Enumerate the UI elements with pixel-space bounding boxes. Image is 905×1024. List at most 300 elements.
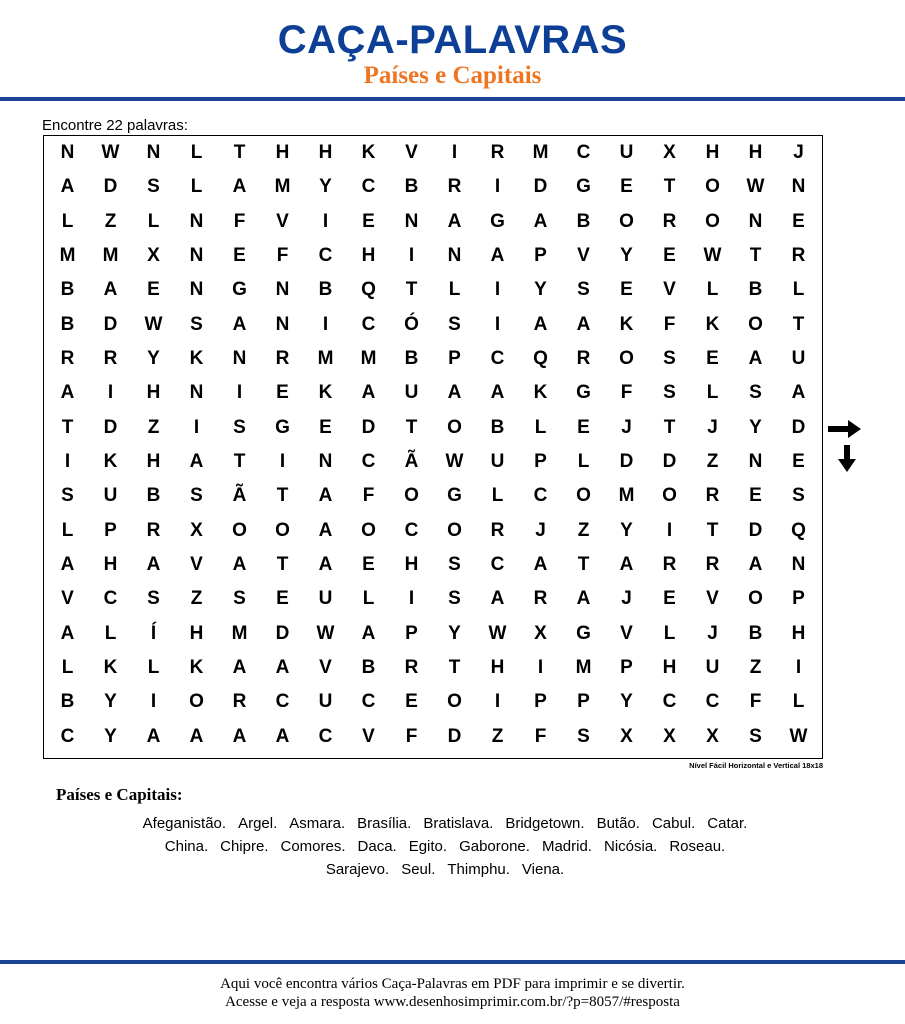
grid-cell[interactable]: A (318, 485, 333, 507)
grid-cell[interactable]: X (706, 725, 719, 747)
grid-cell[interactable]: Y (620, 691, 633, 713)
grid-cell[interactable]: G (447, 485, 462, 507)
grid-cell[interactable]: T (233, 142, 246, 164)
grid-cell[interactable]: C (318, 725, 333, 747)
grid-cell[interactable]: Y (147, 348, 160, 370)
grid-cell[interactable]: M (317, 348, 334, 370)
grid-cell[interactable]: K (705, 313, 720, 335)
grid-cell[interactable]: R (662, 554, 677, 576)
grid-cell[interactable]: F (233, 210, 246, 232)
grid-cell[interactable]: R (662, 210, 677, 232)
grid-cell[interactable]: E (706, 348, 719, 370)
grid-cell[interactable]: C (103, 588, 118, 610)
grid-cell[interactable]: O (619, 210, 634, 232)
grid-cell[interactable]: I (494, 313, 501, 335)
grid-cell[interactable]: Y (620, 245, 633, 267)
grid-cell[interactable]: H (748, 142, 763, 164)
grid-cell[interactable]: C (361, 313, 376, 335)
grid-cell[interactable]: F (620, 382, 633, 404)
grid-cell[interactable]: V (362, 725, 375, 747)
grid-cell[interactable]: R (103, 348, 118, 370)
grid-cell[interactable]: H (662, 657, 677, 679)
grid-cell[interactable]: A (232, 313, 247, 335)
grid-cell[interactable]: Z (577, 519, 590, 541)
grid-cell[interactable]: L (61, 657, 74, 679)
grid-cell[interactable]: J (793, 142, 804, 164)
grid-cell[interactable]: P (448, 348, 461, 370)
grid-cell[interactable]: N (275, 279, 290, 301)
grid-cell[interactable]: L (147, 657, 160, 679)
grid-cell[interactable]: F (276, 245, 289, 267)
grid-cell[interactable]: K (189, 657, 204, 679)
grid-cell[interactable]: A (189, 451, 204, 473)
grid-cell[interactable]: E (577, 416, 590, 438)
grid-cell[interactable]: B (490, 416, 505, 438)
grid-cell[interactable]: R (275, 348, 290, 370)
grid-cell[interactable]: J (621, 588, 632, 610)
grid-cell[interactable]: M (575, 657, 592, 679)
grid-cell[interactable]: U (318, 691, 333, 713)
grid-cell[interactable]: S (190, 485, 203, 507)
grid-cell[interactable]: U (705, 657, 720, 679)
grid-cell[interactable]: Y (104, 725, 117, 747)
grid-cell[interactable]: L (61, 519, 74, 541)
grid-cell[interactable]: W (144, 313, 163, 335)
grid-cell[interactable]: E (362, 210, 375, 232)
grid-cell[interactable]: G (275, 416, 290, 438)
grid-cell[interactable]: N (447, 245, 462, 267)
grid-cell[interactable]: C (705, 691, 720, 713)
grid-cell[interactable]: J (707, 622, 718, 644)
grid-cell[interactable]: D (662, 451, 677, 473)
grid-cell[interactable]: A (490, 382, 505, 404)
grid-cell[interactable]: Z (491, 725, 504, 747)
grid-cell[interactable]: A (447, 210, 462, 232)
grid-cell[interactable]: R (490, 519, 505, 541)
grid-cell[interactable]: L (663, 622, 676, 644)
grid-cell[interactable]: S (663, 348, 676, 370)
grid-cell[interactable]: E (792, 451, 805, 473)
grid-cell[interactable]: L (577, 451, 590, 473)
grid-cell[interactable]: H (490, 657, 505, 679)
grid-cell[interactable]: Y (749, 416, 762, 438)
grid-cell[interactable]: N (275, 313, 290, 335)
grid-cell[interactable]: W (789, 725, 808, 747)
grid-cell[interactable]: F (534, 725, 547, 747)
grid-cell[interactable]: Y (448, 622, 461, 644)
grid-cell[interactable]: X (190, 519, 203, 541)
grid-cell[interactable]: R (791, 245, 806, 267)
grid-cell[interactable]: H (791, 622, 806, 644)
grid-cell[interactable]: V (190, 554, 203, 576)
grid-cell[interactable]: S (233, 416, 246, 438)
grid-cell[interactable]: E (620, 279, 633, 301)
grid-cell[interactable]: C (60, 725, 75, 747)
grid-cell[interactable]: A (361, 622, 376, 644)
grid-cell[interactable]: M (532, 142, 549, 164)
grid-cell[interactable]: D (361, 416, 376, 438)
grid-cell[interactable]: Y (620, 519, 633, 541)
grid-cell[interactable]: H (103, 554, 118, 576)
grid-cell[interactable]: K (103, 657, 118, 679)
grid-cell[interactable]: E (362, 554, 375, 576)
grid-cell[interactable]: B (404, 348, 419, 370)
grid-cell[interactable]: G (576, 382, 591, 404)
grid-cell[interactable]: G (576, 622, 591, 644)
grid-cell[interactable]: A (490, 588, 505, 610)
grid-cell[interactable]: L (534, 416, 547, 438)
grid-cell[interactable]: E (663, 245, 676, 267)
grid-cell[interactable]: Z (190, 588, 203, 610)
grid-cell[interactable]: L (706, 279, 719, 301)
grid-cell[interactable]: V (405, 142, 418, 164)
grid-cell[interactable]: I (322, 210, 329, 232)
grid-cell[interactable]: N (748, 451, 763, 473)
grid-cell[interactable]: C (662, 691, 677, 713)
grid-cell[interactable]: G (490, 210, 505, 232)
grid-cell[interactable]: A (533, 210, 548, 232)
grid-cell[interactable]: H (361, 245, 376, 267)
grid-cell[interactable]: Z (706, 451, 719, 473)
grid-cell[interactable]: R (146, 519, 161, 541)
grid-cell[interactable]: S (233, 588, 246, 610)
grid-cell[interactable]: T (577, 554, 590, 576)
grid-cell[interactable]: B (60, 313, 75, 335)
grid-cell[interactable]: I (494, 691, 501, 713)
grid-cell[interactable]: V (276, 210, 289, 232)
grid-cell[interactable]: W (445, 451, 464, 473)
grid-cell[interactable]: V (319, 657, 332, 679)
grid-cell[interactable]: B (146, 485, 161, 507)
grid-cell[interactable]: O (447, 416, 462, 438)
grid-cell[interactable]: Y (534, 279, 547, 301)
grid-cell[interactable]: C (490, 348, 505, 370)
grid-cell[interactable]: I (150, 691, 157, 713)
grid-cell[interactable]: U (619, 142, 634, 164)
grid-cell[interactable]: D (748, 519, 763, 541)
grid-cell[interactable]: A (447, 382, 462, 404)
grid-cell[interactable]: R (447, 176, 462, 198)
grid-cell[interactable]: A (619, 554, 634, 576)
grid-cell[interactable]: A (275, 657, 290, 679)
grid-cell[interactable]: A (275, 725, 290, 747)
grid-cell[interactable]: T (233, 451, 246, 473)
grid-cell[interactable]: K (103, 451, 118, 473)
grid-cell[interactable]: S (448, 554, 461, 576)
grid-cell[interactable]: V (663, 279, 676, 301)
grid-cell[interactable]: O (447, 519, 462, 541)
grid-cell[interactable]: F (405, 725, 418, 747)
grid-cell[interactable]: T (448, 657, 461, 679)
grid-cell[interactable]: D (791, 416, 806, 438)
grid-cell[interactable]: Q (791, 519, 806, 541)
grid-cell[interactable]: T (749, 245, 762, 267)
grid-cell[interactable]: A (146, 725, 161, 747)
grid-cell[interactable]: U (103, 485, 118, 507)
grid-cell[interactable]: D (447, 725, 462, 747)
grid-cell[interactable]: I (193, 416, 200, 438)
grid-cell[interactable]: E (405, 691, 418, 713)
grid-cell[interactable]: L (147, 210, 160, 232)
grid-cell[interactable]: E (620, 176, 633, 198)
grid-cell[interactable]: R (60, 348, 75, 370)
grid-cell[interactable]: C (318, 245, 333, 267)
grid-cell[interactable]: U (490, 451, 505, 473)
grid-cell[interactable]: L (448, 279, 461, 301)
grid-cell[interactable]: T (706, 519, 719, 541)
grid-cell[interactable]: B (361, 657, 376, 679)
grid-cell[interactable]: D (275, 622, 290, 644)
grid-cell[interactable]: S (190, 313, 203, 335)
grid-cell[interactable]: C (576, 142, 591, 164)
grid-cell[interactable]: X (663, 725, 676, 747)
grid-cell[interactable]: P (534, 451, 547, 473)
grid-cell[interactable]: U (791, 348, 806, 370)
grid-cell[interactable]: C (275, 691, 290, 713)
grid-cell[interactable]: I (494, 279, 501, 301)
grid-cell[interactable]: H (146, 451, 161, 473)
grid-cell[interactable]: M (360, 348, 377, 370)
grid-cell[interactable]: N (189, 382, 204, 404)
grid-cell[interactable]: R (404, 657, 419, 679)
grid-cell[interactable]: E (792, 210, 805, 232)
grid-cell[interactable]: O (748, 313, 763, 335)
grid-cell[interactable]: H (189, 622, 204, 644)
grid-cell[interactable]: A (232, 657, 247, 679)
grid-cell[interactable]: C (361, 691, 376, 713)
grid-cell[interactable]: N (146, 142, 161, 164)
grid-cell[interactable]: X (663, 142, 676, 164)
grid-cell[interactable]: E (233, 245, 246, 267)
grid-cell[interactable]: G (232, 279, 247, 301)
grid-cell[interactable]: T (405, 416, 418, 438)
grid-cell[interactable]: I (279, 451, 286, 473)
grid-cell[interactable]: S (448, 588, 461, 610)
grid-cell[interactable]: T (663, 416, 676, 438)
grid-cell[interactable]: M (274, 176, 291, 198)
grid-cell[interactable]: O (662, 485, 677, 507)
grid-cell[interactable]: A (146, 554, 161, 576)
grid-cell[interactable]: O (404, 485, 419, 507)
grid-cell[interactable]: M (59, 245, 76, 267)
grid-cell[interactable]: N (60, 142, 75, 164)
grid-cell[interactable]: L (362, 588, 375, 610)
grid-cell[interactable]: O (232, 519, 247, 541)
grid-cell[interactable]: J (707, 416, 718, 438)
grid-cell[interactable]: N (189, 279, 204, 301)
grid-cell[interactable]: O (189, 691, 204, 713)
grid-cell[interactable]: D (103, 176, 118, 198)
grid-cell[interactable]: N (748, 210, 763, 232)
grid-cell[interactable]: A (60, 554, 75, 576)
grid-cell[interactable]: B (576, 210, 591, 232)
grid-cell[interactable]: K (619, 313, 634, 335)
grid-cell[interactable]: F (362, 485, 375, 507)
grid-cell[interactable]: D (103, 416, 118, 438)
grid-cell[interactable]: I (494, 176, 501, 198)
grid-cell[interactable]: P (104, 519, 117, 541)
grid-cell[interactable]: B (318, 279, 333, 301)
grid-cell[interactable]: A (232, 176, 247, 198)
grid-cell[interactable]: S (749, 725, 762, 747)
grid-cell[interactable]: N (232, 348, 247, 370)
grid-cell[interactable]: V (577, 245, 590, 267)
grid-cell[interactable]: D (533, 176, 548, 198)
grid-cell[interactable]: A (60, 622, 75, 644)
grid-cell[interactable]: S (61, 485, 74, 507)
grid-cell[interactable]: C (533, 485, 548, 507)
grid-cell[interactable]: V (61, 588, 74, 610)
grid-cell[interactable]: A (361, 382, 376, 404)
grid-cell[interactable]: Y (319, 176, 332, 198)
grid-cell[interactable]: A (232, 554, 247, 576)
grid-cell[interactable]: V (620, 622, 633, 644)
grid-cell[interactable]: I (107, 382, 114, 404)
grid-cell[interactable]: A (576, 313, 591, 335)
grid-cell[interactable]: A (103, 279, 118, 301)
grid-cell[interactable]: K (189, 348, 204, 370)
grid-cell[interactable]: E (147, 279, 160, 301)
grid-cell[interactable]: N (189, 245, 204, 267)
grid-cell[interactable]: A (576, 588, 591, 610)
grid-cell[interactable]: O (748, 588, 763, 610)
grid-cell[interactable]: I (795, 657, 802, 679)
grid-cell[interactable]: L (190, 142, 203, 164)
grid-cell[interactable]: H (705, 142, 720, 164)
grid-cell[interactable]: I (236, 382, 243, 404)
grid-cell[interactable]: X (534, 622, 547, 644)
grid-cell[interactable]: B (60, 691, 75, 713)
grid-cell[interactable]: K (533, 382, 548, 404)
grid-cell[interactable]: D (103, 313, 118, 335)
grid-cell[interactable]: M (102, 245, 119, 267)
grid-cell[interactable]: C (361, 451, 376, 473)
grid-cell[interactable]: I (451, 142, 458, 164)
grid-cell[interactable]: O (275, 519, 290, 541)
grid-cell[interactable]: B (404, 176, 419, 198)
grid-cell[interactable]: K (318, 382, 333, 404)
grid-cell[interactable]: A (189, 725, 204, 747)
grid-cell[interactable]: H (275, 142, 290, 164)
grid-cell[interactable]: Ã (404, 451, 419, 473)
grid-cell[interactable]: C (490, 554, 505, 576)
grid-cell[interactable]: Ó (404, 313, 419, 335)
grid-cell[interactable]: P (620, 657, 633, 679)
grid-cell[interactable]: S (792, 485, 805, 507)
grid-cell[interactable]: N (404, 210, 419, 232)
grid-cell[interactable]: Ã (232, 485, 247, 507)
grid-cell[interactable]: L (706, 382, 719, 404)
grid-cell[interactable]: P (405, 622, 418, 644)
grid-cell[interactable]: A (748, 348, 763, 370)
grid-cell[interactable]: E (276, 588, 289, 610)
grid-cell[interactable]: L (491, 485, 504, 507)
grid-cell[interactable]: O (576, 485, 591, 507)
grid-cell[interactable]: N (189, 210, 204, 232)
grid-cell[interactable]: Q (533, 348, 548, 370)
grid-cell[interactable]: I (408, 245, 415, 267)
grid-cell[interactable]: N (318, 451, 333, 473)
grid-cell[interactable]: T (792, 313, 805, 335)
grid-cell[interactable]: H (146, 382, 161, 404)
grid-cell[interactable]: W (316, 622, 335, 644)
grid-cell[interactable]: A (490, 245, 505, 267)
grid-cell[interactable]: B (748, 622, 763, 644)
grid-cell[interactable]: V (706, 588, 719, 610)
grid-cell[interactable]: Z (104, 210, 117, 232)
grid-cell[interactable]: Í (150, 622, 157, 644)
grid-cell[interactable]: P (534, 245, 547, 267)
grid-cell[interactable]: R (533, 588, 548, 610)
grid-cell[interactable]: S (147, 176, 160, 198)
grid-cell[interactable]: H (404, 554, 419, 576)
grid-cell[interactable]: E (749, 485, 762, 507)
grid-cell[interactable]: B (60, 279, 75, 301)
grid-cell[interactable]: C (404, 519, 419, 541)
grid-cell[interactable]: F (663, 313, 676, 335)
grid-cell[interactable]: R (490, 142, 505, 164)
grid-cell[interactable]: L (104, 622, 117, 644)
grid-cell[interactable]: E (319, 416, 332, 438)
grid-cell[interactable]: G (576, 176, 591, 198)
grid-cell[interactable]: W (746, 176, 765, 198)
grid-cell[interactable]: I (537, 657, 544, 679)
grid-cell[interactable]: X (147, 245, 160, 267)
grid-cell[interactable]: T (405, 279, 418, 301)
grid-cell[interactable]: S (749, 382, 762, 404)
grid-cell[interactable]: M (618, 485, 635, 507)
grid-cell[interactable]: T (61, 416, 74, 438)
grid-cell[interactable]: A (232, 725, 247, 747)
grid-cell[interactable]: Z (147, 416, 160, 438)
grid-cell[interactable]: O (619, 348, 634, 370)
grid-cell[interactable]: W (488, 622, 507, 644)
grid-cell[interactable]: L (792, 279, 805, 301)
grid-cell[interactable]: N (791, 554, 806, 576)
grid-cell[interactable]: E (663, 588, 676, 610)
grid-cell[interactable]: L (190, 176, 203, 198)
grid-cell[interactable]: Q (361, 279, 376, 301)
grid-cell[interactable]: T (663, 176, 676, 198)
grid-cell[interactable]: P (792, 588, 805, 610)
grid-cell[interactable]: M (231, 622, 248, 644)
grid-cell[interactable]: U (318, 588, 333, 610)
grid-cell[interactable]: R (576, 348, 591, 370)
grid-cell[interactable]: I (322, 313, 329, 335)
grid-cell[interactable]: W (703, 245, 722, 267)
grid-cell[interactable]: A (60, 382, 75, 404)
grid-cell[interactable]: E (276, 382, 289, 404)
grid-cell[interactable]: C (361, 176, 376, 198)
grid-cell[interactable]: T (276, 554, 289, 576)
grid-cell[interactable]: P (577, 691, 590, 713)
grid-cell[interactable]: O (705, 176, 720, 198)
grid-cell[interactable]: Y (104, 691, 117, 713)
grid-cell[interactable]: W (101, 142, 120, 164)
grid-cell[interactable]: J (621, 416, 632, 438)
grid-cell[interactable]: P (534, 691, 547, 713)
grid-cell[interactable]: A (533, 313, 548, 335)
grid-cell[interactable]: S (663, 382, 676, 404)
grid-cell[interactable]: H (318, 142, 333, 164)
grid-cell[interactable]: A (318, 519, 333, 541)
grid-cell[interactable]: F (749, 691, 762, 713)
grid-cell[interactable]: O (705, 210, 720, 232)
grid-cell[interactable]: Z (749, 657, 762, 679)
grid-cell[interactable]: U (404, 382, 419, 404)
grid-cell[interactable]: T (276, 485, 289, 507)
grid-cell[interactable]: D (619, 451, 634, 473)
